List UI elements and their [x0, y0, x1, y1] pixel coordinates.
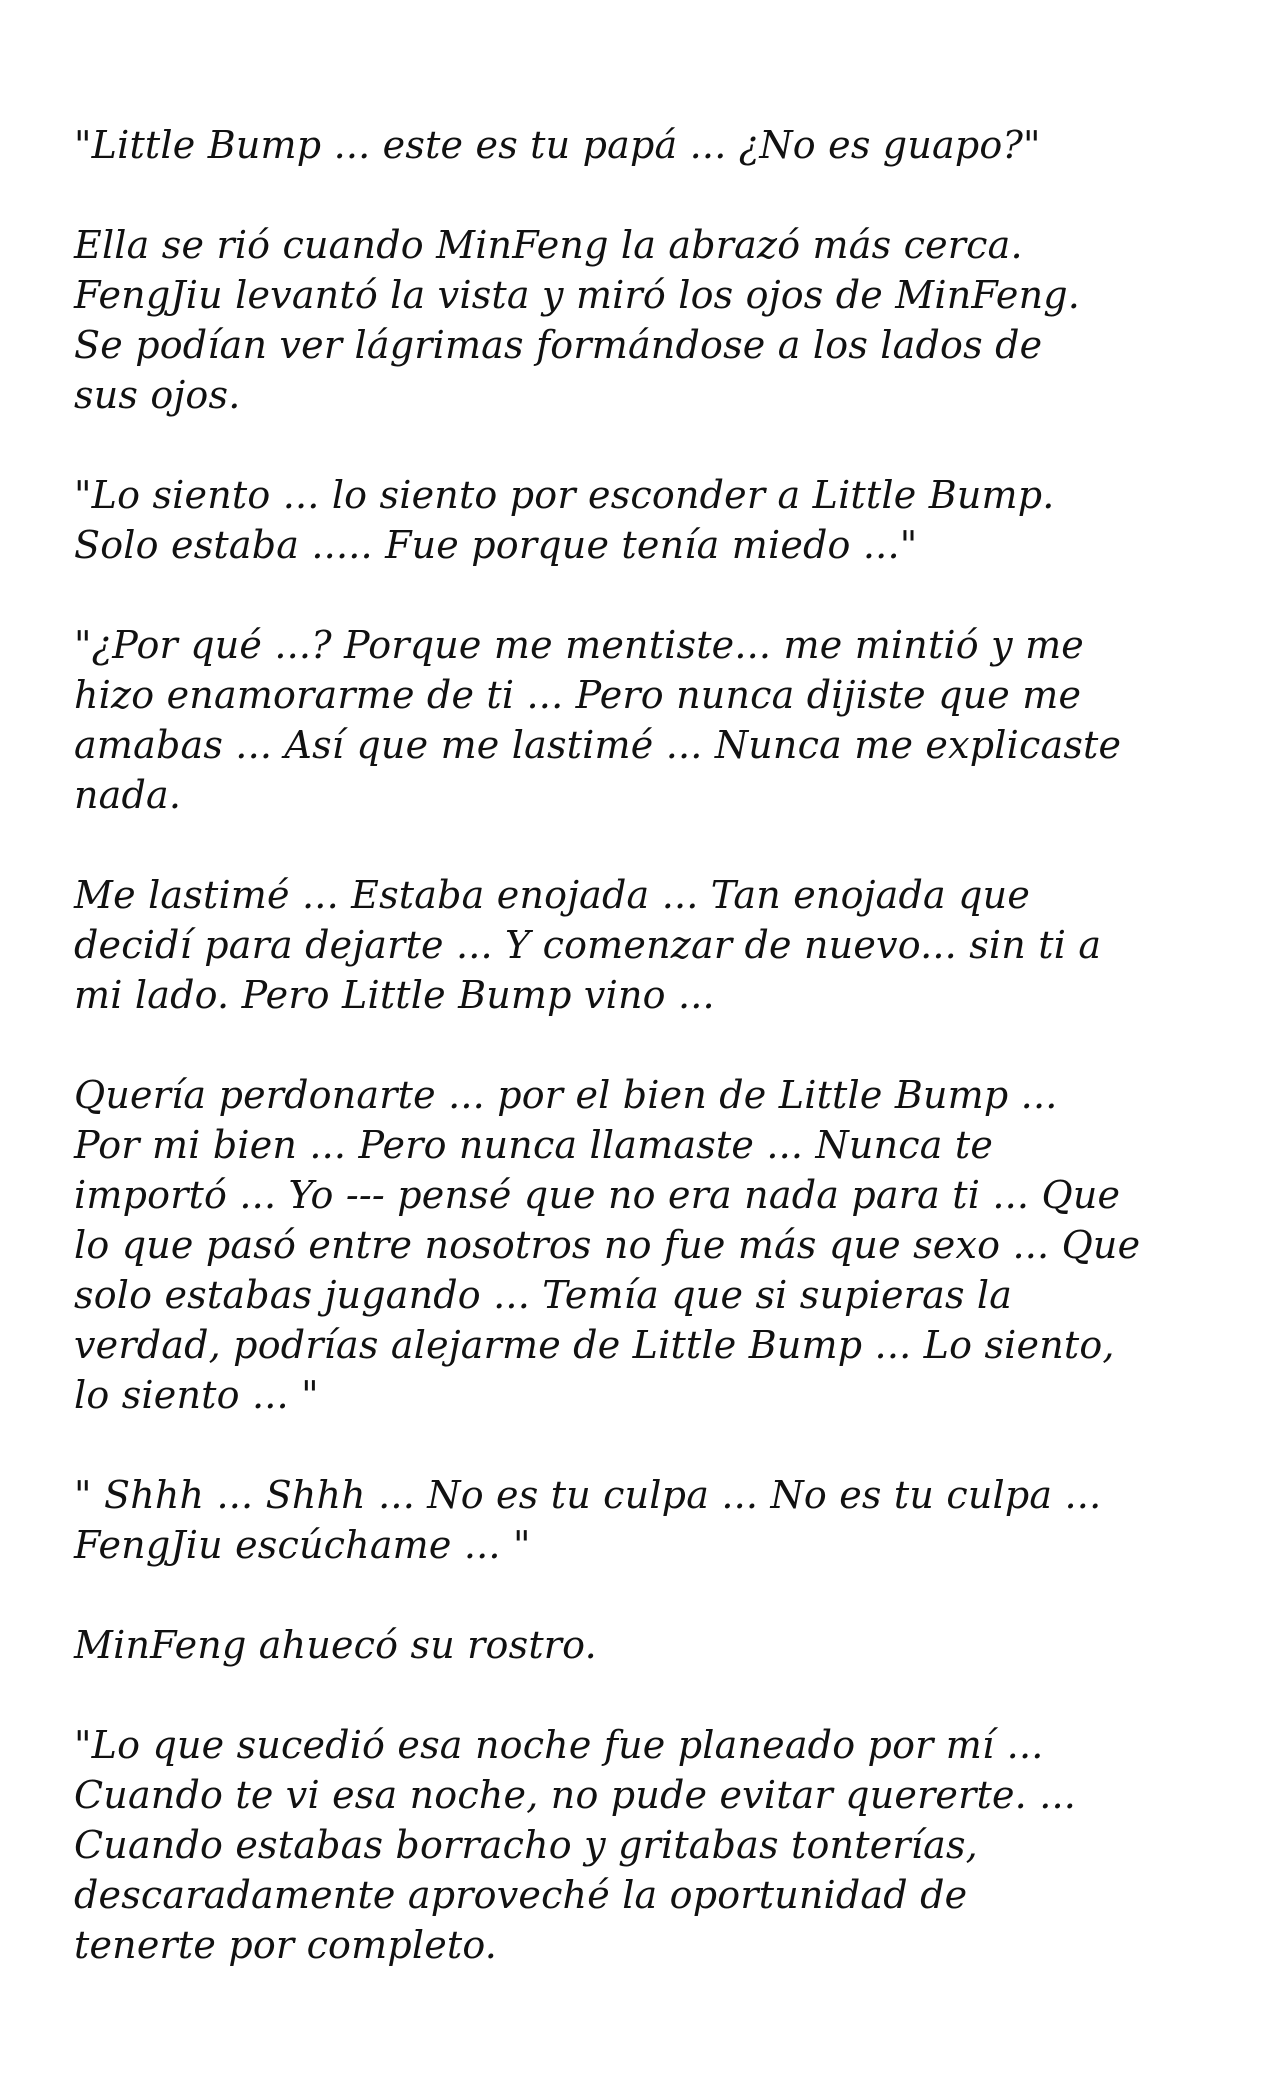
paragraph-9: "Lo que sucedió esa noche fue planeado por mí ... Cuando te vi esa noche, no pude evitar quererte. ... Cuando estabas borracho y gritabas tonterías, descaradamente aproveché la oportunidad de tenerte por completo.	[74, 1723, 1077, 1967]
paragraph-6: Quería perdonarte ... por el bien de Little Bump ... Por mi bien ... Pero nunca llamaste ... Nunca te importó ... Yo --- pensé que no era nada para ti ... Que lo que pasó entre nosotros no fue más que sexo ... Que solo estabas jugando ... Temía que si supieras la verdad, podrías alejarme de Little Bump ... Lo siento, lo siento ... "	[74, 1073, 1141, 1417]
paragraph-7: " Shhh ... Shhh ... No es tu culpa ... No es tu culpa ... FengJiu escúchame ... "	[74, 1473, 1102, 1567]
story-text	[74, 120, 1224, 1970]
paragraph-8: MinFeng ahuecó su rostro.	[74, 1623, 597, 1667]
paragraph-4: "¿Por qué ...? Porque me mentiste... me mintió y me hizo enamorarme de ti ... Pero nunca dijiste que me amabas ... Así que me lastimé ... Nunca me explicaste nada.	[74, 623, 1122, 817]
paragraph-5: Me lastimé ... Estaba enojada ... Tan enojada que decidí para dejarte ... Y comenzar de nuevo... sin ti a mi lado. Pero Little Bump vino ...	[74, 873, 1102, 1017]
paragraph-3: "Lo siento ... lo siento por esconder a Little Bump. Solo estaba ..... Fue porque tenía miedo ..."	[74, 473, 1055, 567]
paragraph-1: "Little Bump ... este es tu papá ... ¿No es guapo?"	[74, 123, 1041, 167]
paragraph-2: Ella se rió cuando MinFeng la abrazó más cerca. FengJiu levantó la vista y miró los ojos de MinFeng. Se podían ver lágrimas formándose a los lados de sus ojos.	[74, 223, 1081, 417]
